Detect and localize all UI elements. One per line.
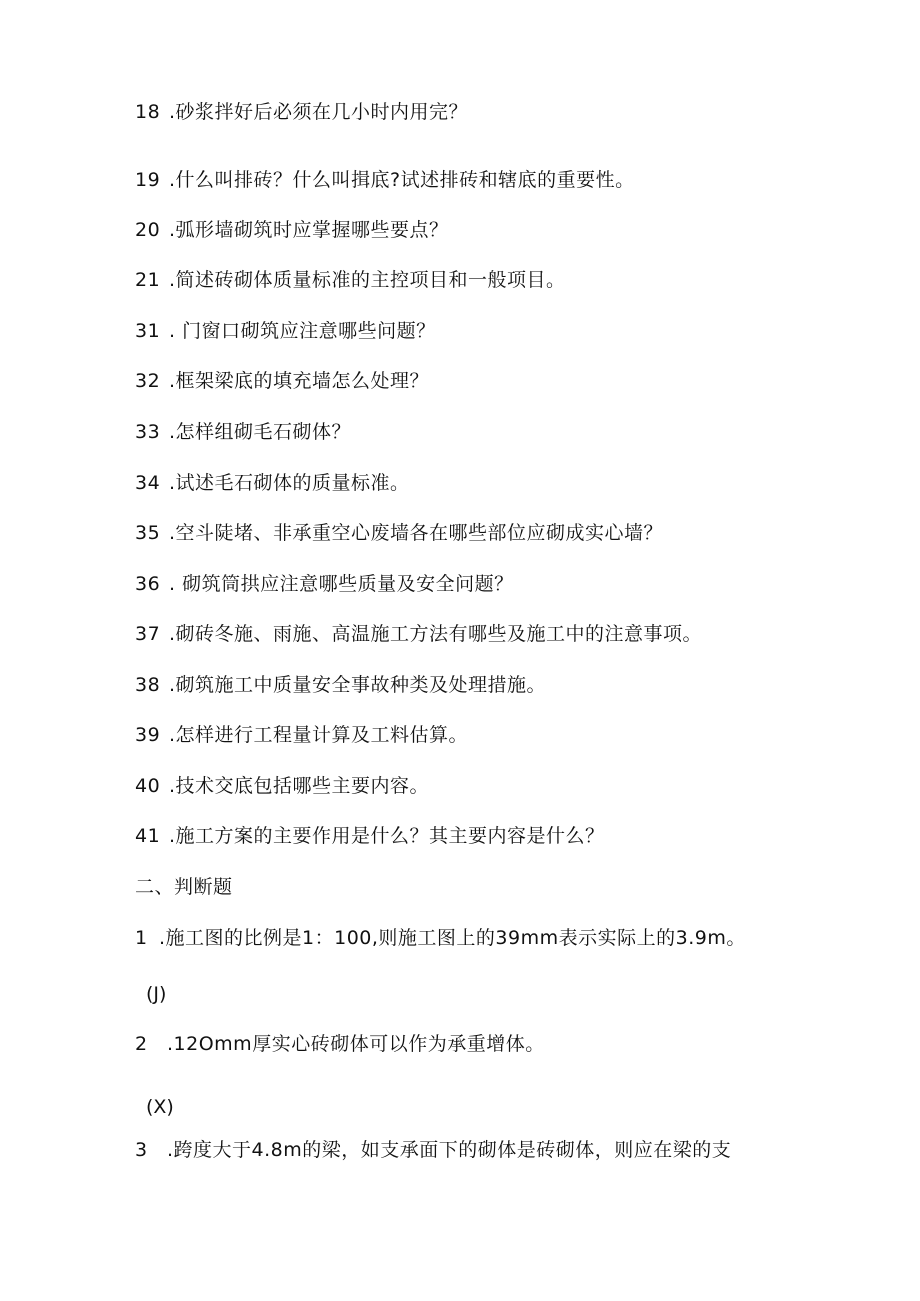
- question-number: 20: [135, 219, 161, 241]
- question-33: [135, 420, 351, 444]
- question-text: .什么叫排砖？什么叫揖底?试述排砖和辖底的重要性。: [169, 169, 635, 191]
- question-number: 18: [135, 101, 161, 123]
- question-18: [135, 100, 468, 124]
- question-number: 36: [135, 573, 161, 595]
- question-20: [135, 218, 449, 242]
- question-41: [135, 824, 605, 848]
- judgment-text: .12Omm厚实心砖砌体可以作为承重增体。: [167, 1033, 545, 1055]
- judgment-number: 2: [135, 1033, 148, 1055]
- question-number: 40: [135, 775, 161, 797]
- question-text: .简述砖砌体质量标准的主控项目和一般项目。: [169, 269, 566, 291]
- question-number: 31: [135, 320, 161, 342]
- question-text: .砂浆拌好后必须在几小时内用完？: [169, 101, 469, 123]
- judgment-number: 3: [135, 1139, 148, 1161]
- question-number: 34: [135, 472, 161, 494]
- judgment-number: 1: [135, 927, 148, 949]
- question-34: [135, 471, 410, 495]
- question-number: 19: [135, 169, 161, 191]
- judgment-1: [135, 926, 746, 950]
- judgment-3: [135, 1138, 731, 1162]
- question-text: .试述毛石砌体的质量标准。: [169, 472, 410, 494]
- judgment-2: [135, 1032, 545, 1056]
- judgment-1-answer: (J): [146, 983, 167, 1005]
- question-text: .框架梁底的填充墙怎么处理？: [169, 370, 430, 392]
- judgment-text: .跨度大于4.8m的梁，如支承面下的砌体是砖砌体，则应在梁的支: [167, 1139, 732, 1161]
- judgment-text: .施工图的比例是1：100,则施工图上的39mm表示实际上的3.9m。: [159, 927, 746, 949]
- question-21: [135, 268, 566, 292]
- question-number: 21: [135, 269, 161, 291]
- judgment-2-answer: (X): [146, 1096, 174, 1118]
- question-number: 33: [135, 421, 161, 443]
- question-text: .施工方案的主要作用是什么？其主要内容是什么？: [169, 825, 605, 847]
- question-number: 35: [135, 522, 161, 544]
- question-number: 32: [135, 370, 161, 392]
- question-number: 41: [135, 825, 161, 847]
- question-text: .砌砖冬施、雨施、高温施工方法有哪些及施工中的注意事项。: [169, 623, 703, 645]
- question-number: 38: [135, 674, 161, 696]
- question-number: 39: [135, 724, 161, 746]
- question-37: [135, 622, 702, 646]
- question-31: [135, 319, 436, 343]
- question-36: [135, 572, 514, 596]
- question-19: [135, 168, 635, 192]
- question-text: .技术交底包括哪些主要内容。: [169, 775, 430, 797]
- question-number: 37: [135, 623, 161, 645]
- question-38: [135, 673, 546, 697]
- question-text: . 砌筑筒拱应注意哪些质量及安全问题？: [169, 573, 514, 595]
- question-text: .砌筑施工中质量安全事故种类及处理措施。: [169, 674, 547, 696]
- question-text: .怎样组砌毛石砌体？: [169, 421, 352, 443]
- question-text: . 门窗口砌筑应注意哪些问题？: [169, 320, 436, 342]
- question-35: [135, 521, 663, 545]
- question-40: [135, 774, 429, 798]
- question-text: .空斗陡堵、非承重空心废墙各在哪些部位应砌成实心墙？: [169, 522, 664, 544]
- question-text: .怎样进行工程量计算及工料估算。: [169, 724, 469, 746]
- question-text: .弧形墙砌筑时应掌握哪些要点？: [169, 219, 449, 241]
- question-39: [135, 723, 468, 747]
- question-32: [135, 369, 429, 393]
- section-heading: 二、判断题: [135, 876, 233, 898]
